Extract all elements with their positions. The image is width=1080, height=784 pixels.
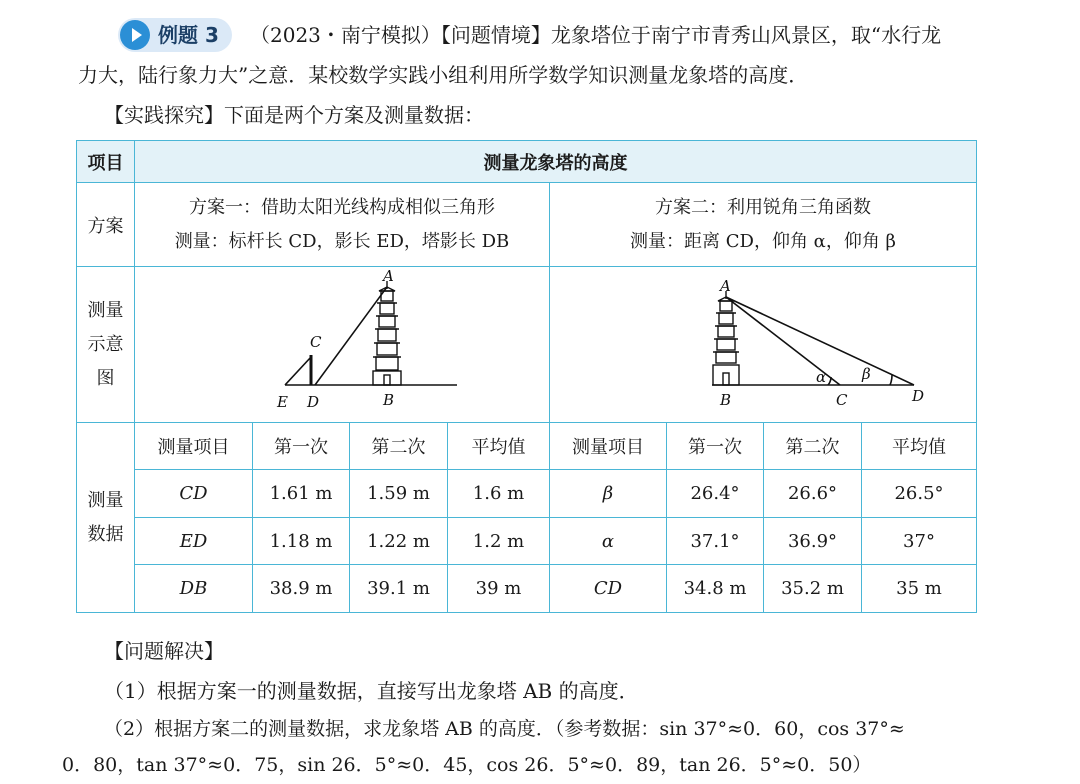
example-label: 例题 3 [158,23,219,47]
data-cell: 37° [862,518,977,565]
data-cell: 34.8 m [667,565,764,613]
data-cell: 1.2 m [448,518,550,565]
plan2-measure: 测量：距离 CD，仰角 α，仰角 β [630,230,896,252]
data-cell: 1.18 m [253,518,350,565]
row-data-label: 测量 数据 [77,423,135,613]
alpha-arc [828,377,831,385]
header-cell: 第一次 [667,423,764,470]
data-cell: 26.6° [764,470,862,518]
data-cell: β [550,470,667,518]
data-cell: 1.61 m [253,470,350,518]
data-cell: 37.1° [667,518,764,565]
shadow-ray-ec [285,357,311,385]
diagram2-cell [550,267,977,423]
data-cell: CD [135,470,253,518]
data-cell: 36.9° [764,518,862,565]
beta-label: β [862,365,871,383]
alpha-label: α [816,368,827,386]
data-cell: 1.22 m [350,518,448,565]
data-cell: 39 m [448,565,550,613]
table-row [77,565,977,613]
question-2-continued: 0．80，tan 37°≈0．75，sin 26．5°≈0．45，cos 26．5°≈0．89，tan 26．5°≈0．50） [62,754,872,776]
data-cell: 39.1 m [350,565,448,613]
point-d-label: D [307,393,320,411]
explore-line: 【实践探究】下面是两个方案及测量数据： [104,103,484,127]
header-cell: 测量项目 [135,423,253,470]
header-cell: 平均值 [448,423,550,470]
measurement-table [76,140,977,613]
point-c-label: C [310,333,322,351]
example-badge [118,18,232,52]
data-cell: 1.59 m [350,470,448,518]
table-row [77,518,977,565]
data-cell: DB [135,565,253,613]
data-cell: ED [135,518,253,565]
point-a-label: A [383,267,394,285]
point-b2-label: B [720,391,732,409]
data-cell: 35.2 m [764,565,862,613]
intro-line-2: 力大，陆行象力大”之意．某校数学实践小组利用所学数学知识测量龙象塔的高度． [78,63,809,87]
row-plan-label: 方案 [77,183,135,267]
table-row [77,470,977,518]
data-cell: 38.9 m [253,565,350,613]
plan1-measure: 测量：标杆长 CD，影长 ED，塔影长 DB [174,230,510,252]
point-b-label: B [383,391,395,409]
plan1-cell [135,183,550,267]
solve-title: 【问题解决】 [104,639,224,663]
header-cell: 测量项目 [550,423,667,470]
header-cell: 平均值 [862,423,977,470]
beta-arc [890,375,892,385]
data-cell: 1.6 m [448,470,550,518]
point-a2-label: A [720,277,731,295]
data-cell: 26.5° [862,470,977,518]
data-cell: 26.4° [667,470,764,518]
header-cell: 第二次 [764,423,862,470]
diagram2-trig-angles [550,267,976,417]
col-item-header: 项目 [77,141,135,183]
header-cell: 第二次 [350,423,448,470]
pagoda-icon-2 [713,291,739,385]
plan1-title: 方案一：借助太阳光线构成相似三角形 [189,196,495,218]
data-cell: α [550,518,667,565]
header-cell: 第一次 [253,423,350,470]
plan2-cell [550,183,977,267]
question-1: （1）根据方案一的测量数据，直接写出龙象塔 AB 的高度． [104,679,639,703]
data-cell: CD [550,565,667,613]
point-c2-label: C [836,391,848,409]
play-icon [120,20,150,50]
question-2: （2）根据方案二的测量数据，求龙象塔 AB 的高度．（参考数据：sin 37°≈0．60，cos 37°≈ [104,718,905,740]
diagram1-similar-triangles [135,267,549,417]
intro-line-1: （2023・南宁模拟）【问题情境】龙象塔位于南宁市青秀山风景区，取“水行龙 [250,23,942,47]
point-d2-label: D [912,387,925,405]
data-cell: 35 m [862,565,977,613]
diagram1-cell [135,267,550,423]
pagoda-icon [373,281,401,385]
row-diagram-label: 测量 示意 图 [77,267,135,423]
table-title: 测量龙象塔的高度 [135,141,977,183]
point-e-label: E [277,393,288,411]
plan2-title: 方案二：利用锐角三角函数 [655,196,871,218]
